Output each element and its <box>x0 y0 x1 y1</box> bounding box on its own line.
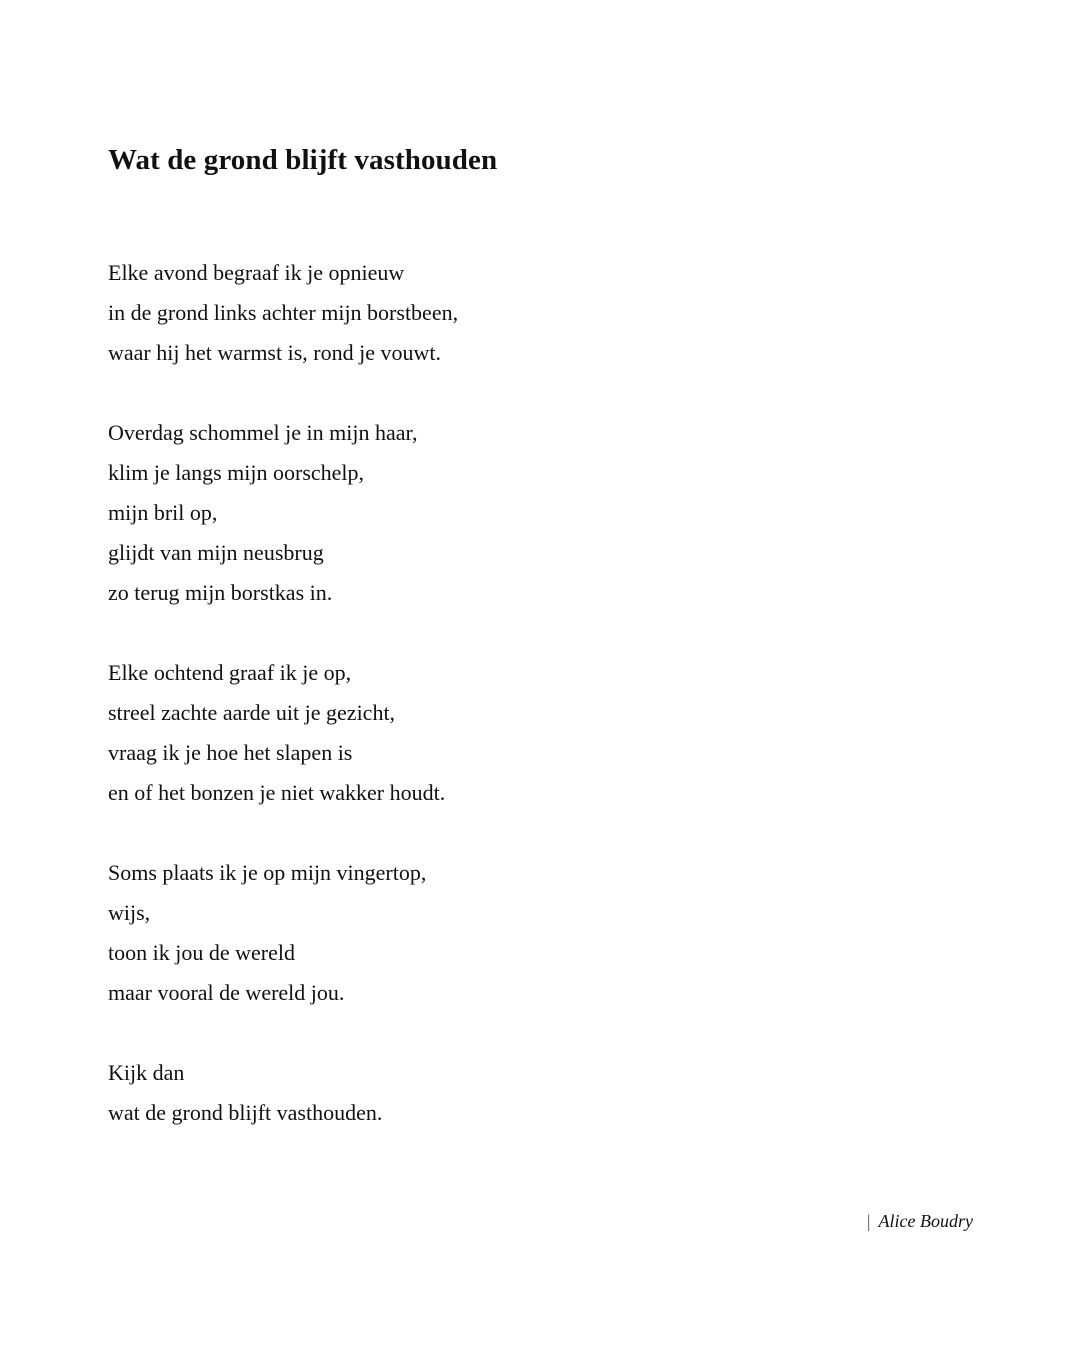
stanza <box>108 253 458 373</box>
poem-line: Elke ochtend graaf ik je op, <box>108 660 352 685</box>
stanza <box>108 1053 458 1133</box>
poem-line: glijdt van mijn neusbrug <box>108 540 324 565</box>
signature <box>867 1208 973 1234</box>
poem-line: en of het bonzen je niet wakker houdt. <box>108 780 446 805</box>
poem-line: maar vooral de wereld jou. <box>108 980 345 1005</box>
poem-line: Kijk dan <box>108 1060 185 1085</box>
poem-line: Overdag schommel je in mijn haar, <box>108 420 418 445</box>
stanza <box>108 413 458 613</box>
poem-line: zo terug mijn borstkas in. <box>108 580 333 605</box>
poem-line: wijs, <box>108 900 151 925</box>
stanza <box>108 853 458 1013</box>
poem-title: Wat de grond blijft vasthouden <box>108 144 498 176</box>
poem-line: waar hij het warmst is, rond je vouwt. <box>108 340 441 365</box>
signature-separator: | <box>866 1211 871 1231</box>
poem-line: streel zachte aarde uit je gezicht, <box>108 700 396 725</box>
poem-line: vraag ik je hoe het slapen is <box>108 740 353 765</box>
poem-line: mijn bril op, <box>108 500 218 525</box>
poem-line: in de grond links achter mijn borstbeen, <box>108 300 459 325</box>
poem-line: toon ik jou de wereld <box>108 940 295 965</box>
poem-body <box>108 253 458 1173</box>
poem-line: Soms plaats ik je op mijn vingertop, <box>108 860 427 885</box>
poem-line: wat de grond blijft vasthouden. <box>108 1100 383 1125</box>
author-name: Alice Boudry <box>878 1211 973 1231</box>
poem-line: Elke avond begraaf ik je opnieuw <box>108 260 405 285</box>
poem-line: klim je langs mijn oorschelp, <box>108 460 365 485</box>
stanza <box>108 653 458 813</box>
